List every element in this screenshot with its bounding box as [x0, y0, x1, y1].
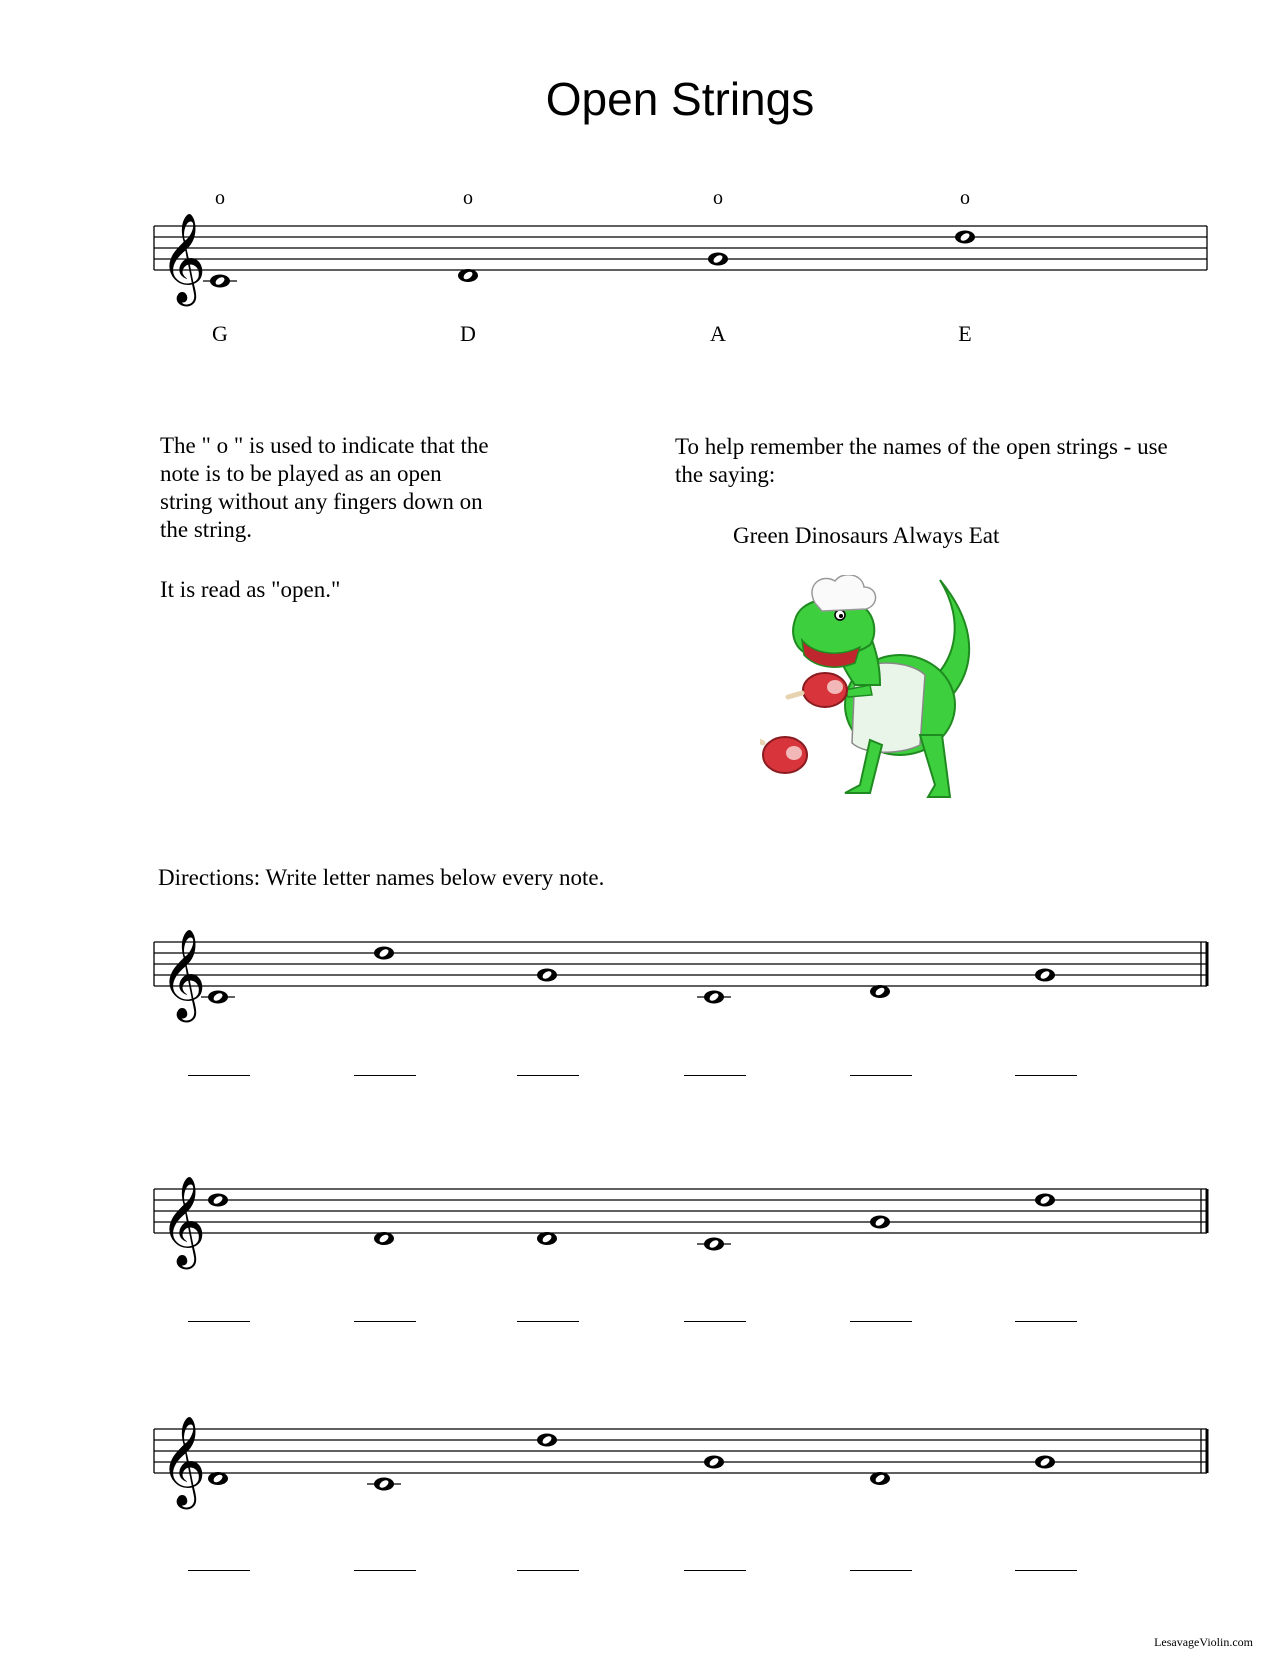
open-string-marker: o: [463, 187, 473, 209]
answer-blank[interactable]: [850, 1570, 912, 1571]
answer-blank[interactable]: [684, 1075, 746, 1076]
mnemonic-saying: Green Dinosaurs Always Eat: [733, 523, 1000, 548]
treble-clef-icon: 𝄞: [160, 1176, 207, 1266]
answer-blank[interactable]: [517, 1075, 579, 1076]
footer-site: LesavageViolin.com: [1154, 1635, 1253, 1649]
answer-blank[interactable]: [1015, 1570, 1077, 1571]
answer-blank[interactable]: [1015, 1321, 1077, 1322]
string-letter-label: G: [212, 321, 228, 346]
answer-blank[interactable]: [1015, 1075, 1077, 1076]
treble-clef-icon: 𝄞: [160, 1416, 207, 1506]
whole-note: [374, 1478, 394, 1491]
page-title: Open Strings: [545, 73, 815, 125]
directions-text: Directions: Write letter names below every note.: [158, 865, 605, 890]
string-letter-label: A: [710, 321, 726, 346]
whole-note: [537, 1434, 557, 1447]
open-string-marker: o: [713, 187, 723, 209]
answer-blank[interactable]: [188, 1570, 250, 1571]
answer-blank[interactable]: [517, 1321, 579, 1322]
open-string-marker: o: [960, 187, 970, 209]
whole-note: [1035, 1456, 1055, 1469]
string-letter-label: E: [958, 321, 972, 346]
string-letter-label: D: [460, 321, 476, 346]
open-symbol-explanation: The " o " is used to indicate that the note is to be played as an open string without any fingers down on the string.: [160, 433, 489, 542]
open-read-note: It is read as "open.": [160, 577, 341, 602]
answer-blank[interactable]: [684, 1321, 746, 1322]
whole-note: [704, 1456, 724, 1469]
answer-blank[interactable]: [188, 1075, 250, 1076]
treble-clef-icon: 𝄞: [160, 929, 207, 1019]
answer-blank[interactable]: [850, 1321, 912, 1322]
open-string-marker: o: [215, 187, 225, 209]
treble-clef-icon: 𝄞: [160, 213, 207, 303]
answer-blank[interactable]: [684, 1570, 746, 1571]
answer-blank[interactable]: [354, 1321, 416, 1322]
answer-blank[interactable]: [188, 1321, 250, 1322]
answer-blank[interactable]: [354, 1075, 416, 1076]
answer-blank[interactable]: [354, 1570, 416, 1571]
answer-blank[interactable]: [517, 1570, 579, 1571]
whole-note: [208, 1472, 228, 1485]
mnemonic-instruction: To help remember the names of the open strings - use the saying:: [675, 434, 1168, 487]
answer-blank[interactable]: [850, 1075, 912, 1076]
whole-note: [870, 1472, 890, 1485]
